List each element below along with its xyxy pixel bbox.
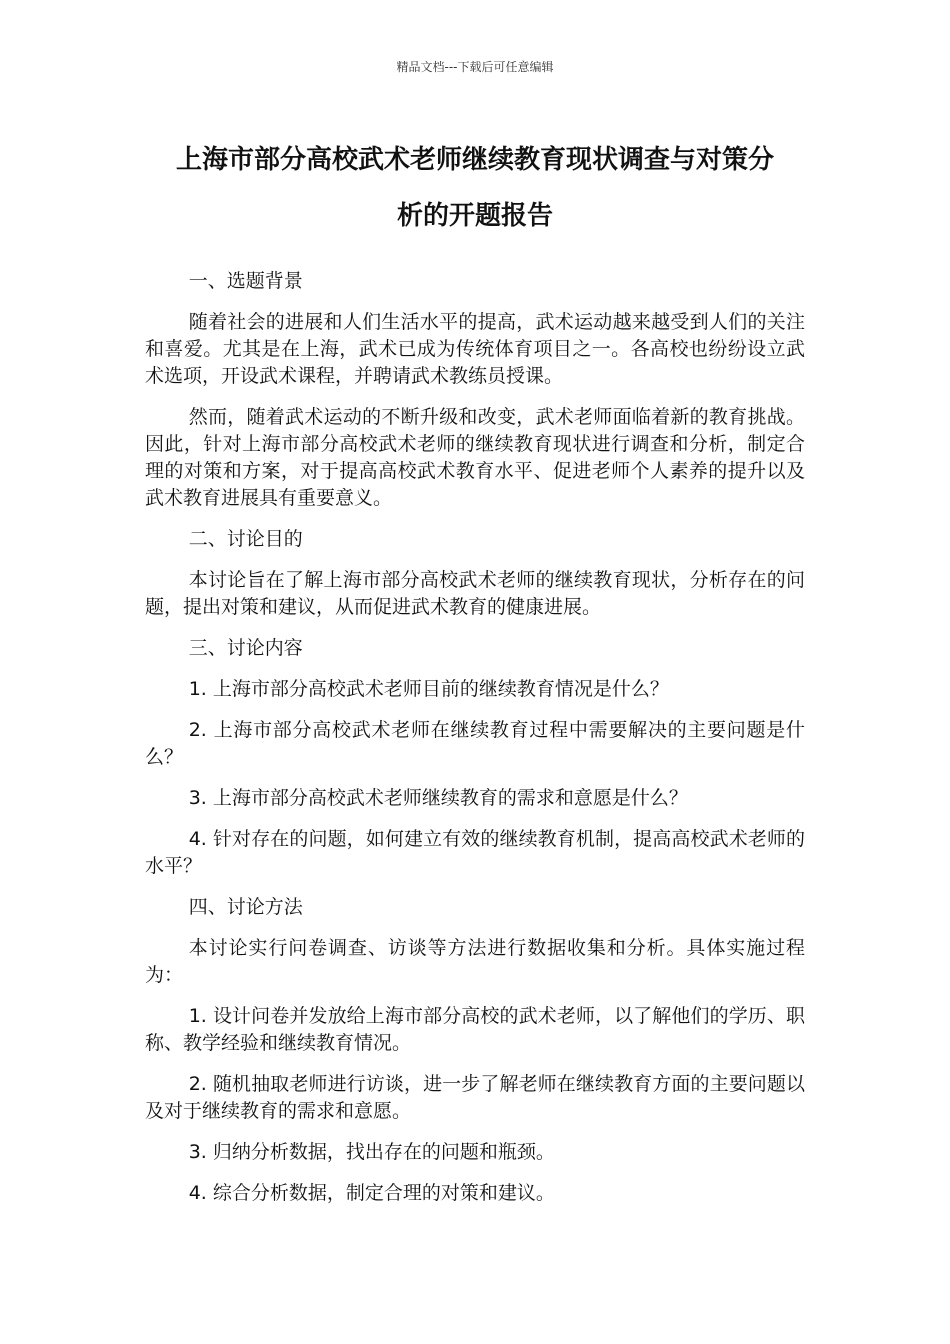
- title-line-2: 析的开题报告: [396, 201, 553, 231]
- list-item: 3. 上海市部分高校武术老师继续教育的需求和意愿是什么？: [188, 787, 688, 809]
- list-item: 4. 针对存在的问题，如何建立有效的继续教育机制，提高高校武术老师的水平？: [145, 828, 805, 877]
- page-header: 精品文档---下载后可任意编辑: [396, 60, 554, 74]
- list-item: 1. 设计问卷并发放给上海市部分高校的武术老师，以了解他们的学历、职称、教学经验和继续教育情况。: [145, 1005, 805, 1054]
- section-heading-method: 四、讨论方法: [188, 896, 303, 918]
- section-heading-purpose: 二、讨论目的: [188, 528, 303, 550]
- list-item: 2. 上海市部分高校武术老师在继续教育过程中需要解决的主要问题是什么？: [145, 719, 805, 768]
- paragraph: 本讨论旨在了解上海市部分高校武术老师的继续教育现状，分析存在的问题，提出对策和建议，从而促进武术教育的健康进展。: [145, 569, 805, 618]
- section-heading-background: 一、选题背景: [188, 270, 303, 292]
- section-heading-content: 三、讨论内容: [188, 637, 303, 659]
- list-item: 4. 综合分析数据，制定合理的对策和建议。: [188, 1182, 555, 1204]
- paragraph: 本讨论实行问卷调查、访谈等方法进行数据收集和分析。具体实施过程为：: [145, 937, 805, 986]
- list-item: 3. 归纳分析数据，找出存在的问题和瓶颈。: [188, 1141, 555, 1163]
- document-body: [145, 268, 805, 1221]
- document-title: [140, 132, 810, 244]
- list-item: 1. 上海市部分高校武术老师目前的继续教育情况是什么？: [188, 678, 669, 700]
- paragraph: 然而，随着武术运动的不断升级和改变，武术老师面临着新的教育挑战。因此，针对上海市部分高校武术老师的继续教育现状进行调查和分析，制定合理的对策和方案，对于提高高校武术教育水平、促进老师个人素养的提升以及武术教育进展具有重要意义。: [145, 406, 805, 509]
- title-line-1: 上海市部分高校武术老师继续教育现状调查与对策分: [175, 145, 774, 175]
- paragraph: 随着社会的进展和人们生活水平的提高，武术运动越来越受到人们的关注和喜爱。尤其是在上海，武术已成为传统体育项目之一。各高校也纷纷设立武术选项，开设武术课程，并聘请武术教练员授课。: [145, 311, 805, 387]
- list-item: 2. 随机抽取老师进行访谈，进一步了解老师在继续教育方面的主要问题以及对于继续教育的需求和意愿。: [145, 1073, 805, 1122]
